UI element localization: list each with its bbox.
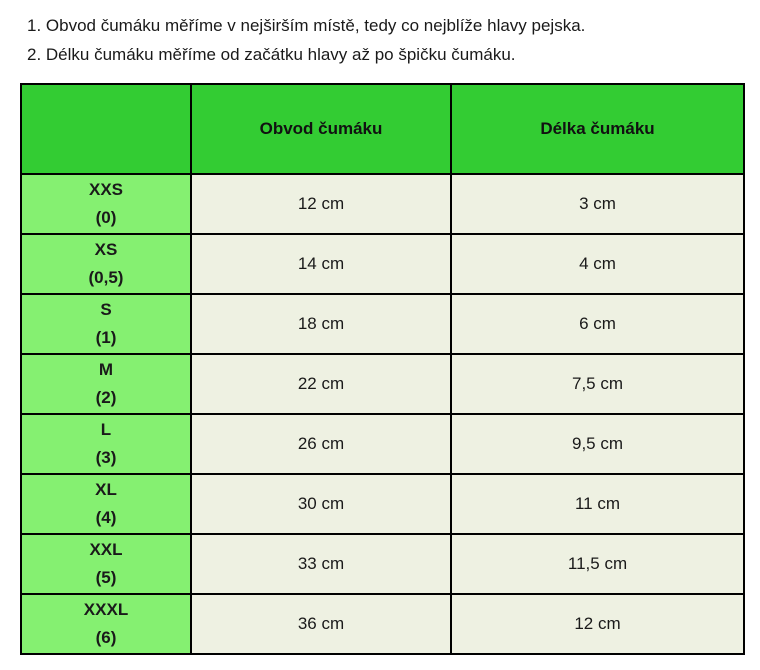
size-number: (6) xyxy=(95,628,117,647)
size-label: L xyxy=(100,420,112,439)
table-row xyxy=(22,175,743,233)
size-label: XXL xyxy=(89,540,123,559)
length-cell: 9,5 cm xyxy=(452,415,743,473)
size-label: XXS xyxy=(88,180,124,199)
header-circumference: Obvod čumáku xyxy=(192,85,450,173)
size-table-container xyxy=(20,83,745,655)
note-circumference: 1. Obvod čumáku měříme v nejširším místě, tedy co nejblíže hlavy pejska. xyxy=(27,16,586,35)
size-cell xyxy=(22,355,190,413)
table-row xyxy=(22,595,743,653)
length-cell: 6 cm xyxy=(452,295,743,353)
circumference-cell: 12 cm xyxy=(192,175,450,233)
size-number: (3) xyxy=(95,448,117,467)
table-row xyxy=(22,235,743,293)
size-table xyxy=(20,83,745,655)
length-cell: 11 cm xyxy=(452,475,743,533)
circumference-cell: 33 cm xyxy=(192,535,450,593)
size-number: (1) xyxy=(95,328,117,347)
size-number: (0,5) xyxy=(88,268,124,287)
circumference-cell: 22 cm xyxy=(192,355,450,413)
size-cell xyxy=(22,475,190,533)
size-cell xyxy=(22,175,190,233)
length-cell: 3 cm xyxy=(452,175,743,233)
header-size xyxy=(22,85,190,173)
size-cell xyxy=(22,595,190,653)
size-number: (0) xyxy=(95,208,117,227)
size-cell xyxy=(22,415,190,473)
size-label: M xyxy=(98,360,114,379)
circumference-cell: 18 cm xyxy=(192,295,450,353)
size-label: XS xyxy=(94,240,118,259)
note-length: 2. Délku čumáku měříme od začátku hlavy až po špičku čumáku. xyxy=(27,45,516,64)
circumference-cell: 14 cm xyxy=(192,235,450,293)
size-label: XXXL xyxy=(83,600,129,619)
table-row xyxy=(22,415,743,473)
length-cell: 7,5 cm xyxy=(452,355,743,413)
size-label: XL xyxy=(95,480,117,499)
circumference-cell: 30 cm xyxy=(192,475,450,533)
length-cell: 11,5 cm xyxy=(452,535,743,593)
measurement-notes xyxy=(27,11,585,69)
table-row xyxy=(22,295,743,353)
length-cell: 4 cm xyxy=(452,235,743,293)
table-row xyxy=(22,475,743,533)
circumference-cell: 26 cm xyxy=(192,415,450,473)
size-cell xyxy=(22,235,190,293)
header-length: Délka čumáku xyxy=(452,85,743,173)
circumference-cell: 36 cm xyxy=(192,595,450,653)
size-label: S xyxy=(100,300,112,319)
size-number: (4) xyxy=(95,508,117,527)
size-number: (2) xyxy=(95,388,117,407)
size-cell xyxy=(22,295,190,353)
table-row xyxy=(22,535,743,593)
table-header-row xyxy=(22,85,743,173)
size-cell xyxy=(22,535,190,593)
length-cell: 12 cm xyxy=(452,595,743,653)
table-row xyxy=(22,355,743,413)
size-number: (5) xyxy=(95,568,117,587)
